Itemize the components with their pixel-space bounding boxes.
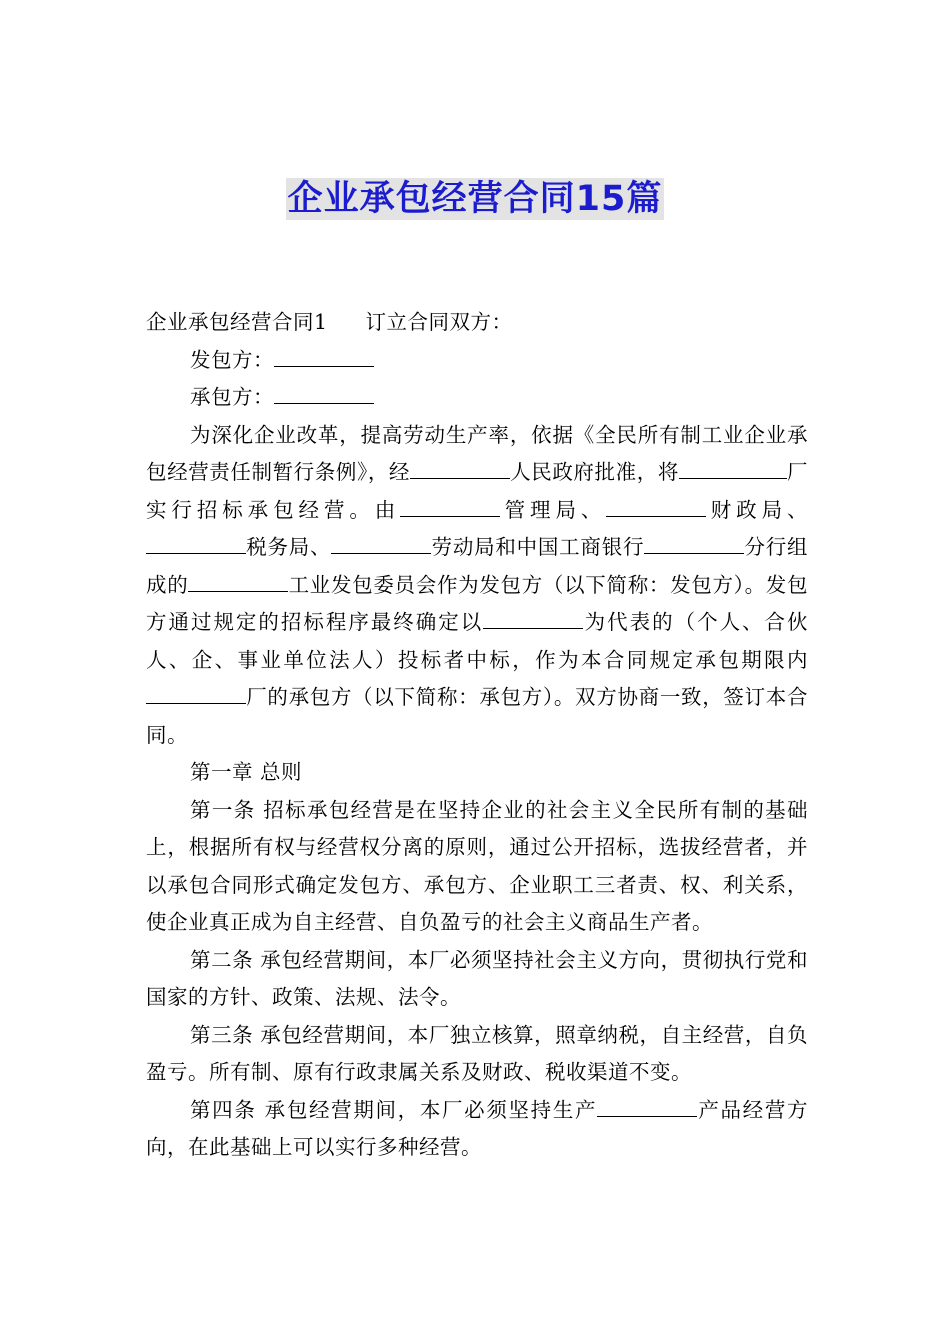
article-1: 第一条 招标承包经营是在坚持企业的社会主义全民所有制的基础上，根据所有权与经营权分离的原则，通过公开招标，选拔经营者，并以承包合同形式确定发包方、承包方、企业职工三者责、权、利关系，使企业真正成为自主经营、自负盈亏的社会主义商品生产者。 (146, 797, 808, 934)
document-title: 企业承包经营合同15篇 (287, 179, 663, 219)
document-body (146, 304, 808, 1167)
party-a-line (146, 342, 808, 380)
blank-field (679, 458, 733, 479)
blank-field (733, 458, 787, 479)
preamble-text: 为深化企业改革，提高劳动生产率，依据《全民所有制工业企业承包经营责任制暂行条例》，经 (146, 422, 808, 484)
blank-field (410, 458, 510, 479)
blank-field (400, 496, 500, 517)
preamble-paragraph (146, 417, 808, 755)
contract-heading: 企业承包经营合同1 (146, 310, 328, 334)
preamble-text: 劳动局和中国工商银行 (431, 535, 645, 559)
preamble-text: 为代表的（个人、合伙人、企、事业单位法人）投标者中标，作为本合同规定承包期限内 (146, 610, 809, 672)
title-container (0, 178, 950, 220)
preamble-text: 厂实行招标承包经营。由 (146, 460, 809, 522)
chapter-heading: 第一章 总则 (190, 760, 303, 784)
blank-field (606, 496, 706, 517)
blank-field (274, 383, 374, 404)
preamble-text: 人民政府批准，将 (510, 460, 679, 484)
preamble-text: 分行组成的 (146, 535, 809, 597)
article-3: 第三条 承包经营期间，本厂独立核算，照章纳税，自主经营，自负盈亏。所有制、原有行政隶属关系及财政、税收渠道不变。 (146, 1022, 808, 1084)
blank-field (146, 533, 246, 554)
preamble-text: 厂的承包方（以下简称：承包方）。双方协商一致，签订本合同。 (146, 685, 808, 747)
preamble-text: 工业发包委员会作为发包方（以下简称：发包方）。发包方通过规定的招标程序最终确定以 (146, 572, 809, 634)
article-4-text: 第四条 承包经营期间，本厂必须坚持生产 (190, 1097, 598, 1122)
party-b-label: 承包方： (190, 385, 274, 409)
blank-field (483, 608, 583, 629)
blank-field (331, 533, 431, 554)
preamble-text: 管理局、 (500, 497, 607, 522)
blank-field (644, 533, 744, 554)
contract-heading-line (146, 304, 808, 342)
blank-field (274, 346, 374, 367)
party-a-label: 发包方： (190, 347, 274, 372)
party-b-line (146, 379, 808, 417)
article-4 (146, 1092, 808, 1167)
preamble-text: 税务局、 (246, 535, 332, 559)
blank-field (597, 1096, 697, 1117)
article-4-text: 产品经营方向，在此基础上可以实行多种经营。 (146, 1097, 809, 1159)
blank-field (146, 683, 246, 704)
preamble-text: 财政局、 (706, 497, 809, 522)
article-2: 第二条 承包经营期间，本厂必须坚持社会主义方向，贯彻执行党和国家的方针、政策、法规、法令。 (146, 947, 808, 1009)
parties-label: 订立合同双方： (365, 310, 513, 334)
blank-field (188, 571, 288, 592)
